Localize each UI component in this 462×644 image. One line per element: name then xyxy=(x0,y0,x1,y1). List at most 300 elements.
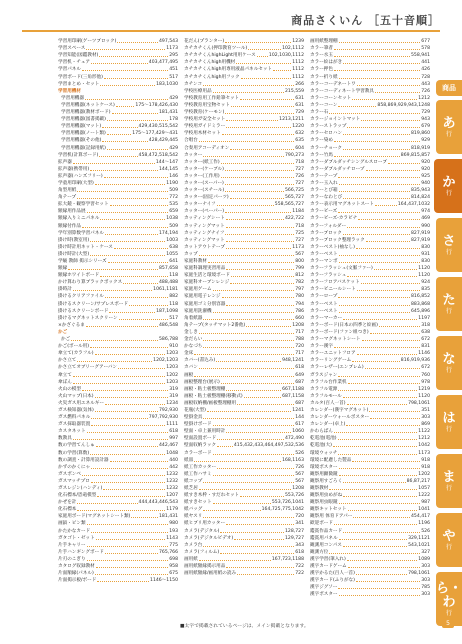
entry-pages: 1120 xyxy=(418,273,430,279)
leader-dots xyxy=(213,92,284,93)
kana-tab-char: ら・わ xyxy=(436,580,462,610)
leader-dots xyxy=(339,191,410,192)
index-entry xyxy=(58,102,178,109)
entry-name: 拡大鏡・観察学習セット xyxy=(58,202,109,208)
index-entry xyxy=(58,350,178,357)
leader-dots xyxy=(339,262,421,263)
entry-pages: 181,431 xyxy=(159,110,178,116)
index-entry xyxy=(58,116,178,123)
leader-dots xyxy=(226,248,291,249)
entry-pages: 819,860 xyxy=(411,131,430,137)
index-entry xyxy=(310,457,430,464)
leader-dots xyxy=(131,517,158,518)
entry-pages: 517 xyxy=(169,315,178,321)
index-entry xyxy=(58,371,178,378)
index-entry xyxy=(184,109,304,116)
entry-name: ガラスジャン xyxy=(310,372,338,378)
entry-pages: 1241 xyxy=(292,407,304,413)
leader-dots xyxy=(347,227,420,228)
index-entry xyxy=(310,180,430,187)
index-entry xyxy=(310,499,430,506)
entry-pages: 929 xyxy=(421,138,430,144)
entry-pages: 102,1112 xyxy=(282,46,304,52)
entry-pages: 168,1163 xyxy=(282,457,304,463)
leader-dots xyxy=(226,305,294,306)
index-entry xyxy=(310,364,430,371)
leader-dots xyxy=(91,468,168,469)
entry-pages: 318 xyxy=(421,322,430,328)
entry-name: カラーフラッシュ(文脈ファー) xyxy=(310,266,373,272)
leader-dots xyxy=(226,120,278,121)
entry-name: 乾電池(大) xyxy=(310,443,332,449)
leader-dots xyxy=(333,446,417,447)
entry-name: 画板収納棚/画板整理棚用 xyxy=(184,400,237,406)
entry-pages: 164,725,775,1042 xyxy=(261,507,304,513)
entry-name: カラーコーディネート学習教具 xyxy=(310,88,374,94)
entry-name: 掛時計 xyxy=(58,287,72,293)
entry-pages: 174,194 xyxy=(159,230,178,236)
entry-name: 紙ヤスリ xyxy=(184,514,203,520)
index-entry xyxy=(184,194,304,201)
leader-dots xyxy=(96,446,158,447)
leader-dots xyxy=(107,120,168,121)
entry-name: 片面額縁(パネル) xyxy=(58,571,94,577)
leader-dots xyxy=(339,312,410,313)
kana-tab-3[interactable] xyxy=(436,218,462,272)
index-entry xyxy=(310,45,430,52)
entry-name: 観察用顕微鏡 xyxy=(310,471,338,477)
entry-pages: 659 xyxy=(169,209,178,215)
leader-dots xyxy=(339,539,408,540)
entry-name: 学習用機器(記録用紙) xyxy=(61,145,106,151)
footer-note: ■太字で掲載されているページは、メイン掲載となります。 xyxy=(180,624,309,629)
entry-name: カバー(書込み) xyxy=(184,358,216,364)
entry-pages: 883,868 xyxy=(411,301,430,307)
kana-tab-gyou: 行 xyxy=(445,484,452,492)
index-entry xyxy=(58,414,178,421)
index-entry xyxy=(184,201,304,208)
entry-pages: 617 xyxy=(295,422,304,428)
entry-pages: 943 xyxy=(421,117,430,123)
entry-pages: 667,1188 xyxy=(282,386,304,392)
index-entry xyxy=(58,293,178,300)
leader-dots xyxy=(68,269,158,270)
entry-name: 学習用機器(ノート類) xyxy=(61,131,106,137)
entry-name: 家庭用ゴミ分別容器 xyxy=(184,301,226,307)
entry-pages: 1112 xyxy=(292,74,304,80)
entry-pages: 1089 xyxy=(418,556,430,562)
entry-name: 学校用ガ安全セット xyxy=(184,117,226,123)
entry-pages: 341 xyxy=(295,521,304,527)
entry-name: カチカチくんhigh用機材 xyxy=(184,60,236,66)
entry-pages: 987 xyxy=(421,500,430,506)
index-entry xyxy=(58,400,178,407)
entry-pages: 442,467 xyxy=(159,443,178,449)
entry-name: 掛け時(教室用) xyxy=(58,237,90,243)
entry-pages: 1220 xyxy=(292,124,304,130)
entry-pages: 882 xyxy=(169,294,178,300)
leader-dots xyxy=(352,99,417,100)
entry-pages: 1196 xyxy=(418,521,430,527)
leader-dots xyxy=(338,454,417,455)
index-entry xyxy=(184,159,304,166)
leader-dots xyxy=(199,333,294,334)
leader-dots xyxy=(217,446,233,447)
entry-name: 家庭科調理実習用品 xyxy=(184,266,226,272)
leader-dots xyxy=(240,99,294,100)
entry-pages: 698 xyxy=(169,556,178,562)
entry-pages: 687 xyxy=(295,379,304,385)
entry-name: 環境ポスター xyxy=(310,464,338,470)
leader-dots xyxy=(347,127,420,128)
entry-name: 傘立て(カラフル) xyxy=(58,351,94,357)
entry-pages: 472,490 xyxy=(285,436,304,442)
kana-tab-8[interactable] xyxy=(436,513,462,567)
entry-name: カメラ(デジタル) xyxy=(184,528,220,534)
entry-name: 学年別算数学習パネル xyxy=(58,230,104,236)
entry-pages: 812 xyxy=(295,273,304,279)
entry-pages: 415,432,433,464,497,532,536 xyxy=(233,443,304,449)
entry-name: 金だらい xyxy=(184,337,203,343)
entry-name: カラーベスト xyxy=(310,308,338,314)
index-entry xyxy=(184,393,304,400)
entry-name: カラーセロハン xyxy=(310,131,343,137)
entry-pages: 1122 xyxy=(418,429,430,435)
index-entry xyxy=(58,513,178,520)
entry-name: 鑑賞用パネル xyxy=(310,535,338,541)
entry-pages: 869 xyxy=(421,422,430,428)
kana-tab-char: さ xyxy=(442,233,456,249)
entry-name: 学校医療用品 xyxy=(184,88,212,94)
entry-name: 花だん(プランター) xyxy=(184,39,225,45)
leader-dots xyxy=(90,454,165,455)
leader-dots xyxy=(221,163,295,164)
entry-pages: 175〜178,426,430 xyxy=(135,102,178,108)
index-column-1 xyxy=(58,38,178,618)
entry-pages: 442 xyxy=(169,464,178,470)
leader-dots xyxy=(334,432,417,433)
entry-pages: 1222 xyxy=(418,493,430,499)
entry-name: 数の学習てんしゅ xyxy=(58,443,95,449)
entry-pages: 924 xyxy=(421,280,430,286)
entry-pages: 800 xyxy=(295,259,304,264)
leader-dots xyxy=(217,439,284,440)
leader-dots xyxy=(194,376,294,377)
leader-dots xyxy=(329,553,420,554)
entry-name: 数の調査・計算用設計器 xyxy=(58,457,109,463)
leader-dots xyxy=(343,546,407,547)
leader-dots xyxy=(329,113,420,114)
entry-name: カッター(スチール) xyxy=(184,188,225,194)
kana-tab-char: た xyxy=(442,292,456,308)
title-bracket-open: ［ xyxy=(368,14,380,27)
index-entry xyxy=(58,52,178,59)
entry-name: カラーコーデネートワ xyxy=(310,81,356,87)
entry-pages: 118 xyxy=(169,273,178,279)
index-entry xyxy=(184,152,304,159)
leader-dots xyxy=(96,567,168,568)
entry-pages: 565,727 xyxy=(285,195,304,201)
leader-dots xyxy=(82,227,168,228)
index-entry xyxy=(310,428,430,435)
entry-name: カメラ(デジタルビデオ) xyxy=(184,535,234,541)
entry-name: 掛けるマグネットスクリーン xyxy=(58,315,118,321)
entry-pages: 1173 xyxy=(292,244,304,250)
kana-tab-char: な xyxy=(442,351,456,367)
leader-dots xyxy=(213,425,295,426)
index-entry xyxy=(310,435,430,442)
index-entry xyxy=(58,208,178,215)
index-entry xyxy=(310,109,430,116)
entry-pages: 792,930 xyxy=(159,407,178,413)
index-entry xyxy=(184,116,304,123)
entry-pages: 1003 xyxy=(166,237,178,243)
entry-name: 紙皿 xyxy=(184,457,194,463)
leader-dots xyxy=(334,524,417,525)
entry-pages: 567 xyxy=(295,478,304,484)
kana-tab-gyou: 行 xyxy=(445,543,452,551)
entry-name: 学習用機器(ネットケース) xyxy=(61,102,115,108)
index-entry xyxy=(184,230,304,237)
leader-dots xyxy=(90,170,158,171)
entry-name: 片刃のこぎり xyxy=(58,556,86,562)
entry-name: カスタネット xyxy=(58,429,86,435)
entry-name: かたかなカード xyxy=(58,528,91,534)
leader-dots xyxy=(213,475,295,476)
entry-name: 漢字かるた(百人一首) xyxy=(310,571,355,577)
entry-name: カットアウトテープ xyxy=(184,244,225,250)
entry-name: 角型用紙 xyxy=(58,188,77,194)
index-entry xyxy=(58,109,178,116)
leader-dots xyxy=(194,354,294,355)
entry-name: 家庭用ゲーム xyxy=(184,287,212,293)
leader-dots xyxy=(348,383,421,384)
entry-pages: 727 xyxy=(295,237,304,243)
entry-pages: 788 xyxy=(295,337,304,343)
entry-name: カラーベスト xyxy=(310,251,338,257)
leader-dots xyxy=(347,560,418,561)
index-entry xyxy=(184,428,304,435)
leader-dots xyxy=(358,219,420,220)
leader-dots xyxy=(118,368,165,369)
entry-pages: 303 xyxy=(421,578,430,584)
entry-pages: 816,852 xyxy=(411,294,430,300)
index-entry xyxy=(184,364,304,371)
index-entry xyxy=(184,81,304,88)
entry-name: 掛け時計用ネット・ケース xyxy=(58,244,113,250)
leader-dots xyxy=(375,205,397,206)
leader-dots xyxy=(73,439,168,440)
entry-name: 学習用機器(その他) xyxy=(61,138,102,144)
leader-dots xyxy=(91,425,165,426)
entry-name: カラーロープ xyxy=(310,294,338,300)
index-entry xyxy=(184,449,304,456)
index-entry xyxy=(310,308,430,315)
entry-pages: 178 xyxy=(169,117,178,123)
entry-pages: 799 xyxy=(295,266,304,272)
leader-dots xyxy=(97,581,149,582)
leader-dots xyxy=(199,368,294,369)
entry-pages: 535 xyxy=(169,202,178,208)
index-entry xyxy=(310,449,430,456)
leader-dots xyxy=(105,553,158,554)
entry-pages: 1179 xyxy=(166,507,178,513)
leader-dots xyxy=(90,347,168,348)
entry-pages: 1057 xyxy=(418,486,430,491)
index-entry xyxy=(184,38,304,45)
leader-dots xyxy=(329,489,417,490)
entry-name: カラーマグネットシート xyxy=(310,337,361,343)
entry-pages: 1042 xyxy=(418,443,430,449)
index-entry xyxy=(58,449,178,456)
index-entry xyxy=(184,407,304,414)
leader-dots xyxy=(207,411,291,412)
leader-dots xyxy=(110,461,169,462)
kana-tab-gyou: 行 xyxy=(445,307,452,315)
entry-name: カラービニールシート xyxy=(310,287,356,293)
index-entry xyxy=(184,88,304,95)
entry-pages: 931 xyxy=(421,251,430,257)
entry-name: 片手ハンギングボード xyxy=(58,549,104,555)
entry-name: カラーボード xyxy=(184,450,212,456)
leader-dots xyxy=(334,49,420,50)
leader-dots xyxy=(199,489,292,490)
entry-pages: 329,1121 xyxy=(408,535,430,541)
leader-dots xyxy=(86,49,165,50)
kana-tab-gyou: 行 xyxy=(445,609,452,617)
leader-dots xyxy=(343,149,410,150)
kana-tab-gyou: 行 xyxy=(445,248,452,256)
entry-pages: 980 xyxy=(169,521,178,527)
entry-name: カラーとび箱 xyxy=(310,188,338,194)
index-entry xyxy=(310,208,430,215)
entry-pages: 319 xyxy=(169,393,178,399)
leader-dots xyxy=(199,141,294,142)
index-entry xyxy=(184,513,304,520)
entry-name: 片手キャリー xyxy=(58,542,86,548)
entry-name: かさ立てオブリーグアーバン xyxy=(58,365,118,371)
entry-pages: 920 xyxy=(421,166,430,172)
index-entry xyxy=(184,336,304,343)
entry-name: 画板・粘土板整理棚 xyxy=(184,386,226,392)
index-entry xyxy=(58,563,178,570)
kana-tab-9[interactable] xyxy=(436,572,462,626)
entry-name: カラー押色 xyxy=(310,67,333,73)
entry-pages: 660 xyxy=(295,315,304,321)
kana-tab-6[interactable] xyxy=(436,395,462,449)
index-entry xyxy=(184,144,304,151)
leader-dots xyxy=(225,184,294,185)
entry-name: カラーボード(日本の四季と絵画) xyxy=(310,322,378,328)
entry-pages: 785 xyxy=(421,585,430,591)
entry-pages: 266 xyxy=(295,81,304,87)
title-bracket-close: ］ xyxy=(428,14,440,27)
index-entry xyxy=(58,194,178,201)
leader-dots xyxy=(339,305,410,306)
entry-pages: 717 xyxy=(295,351,304,357)
kana-tab-4[interactable] xyxy=(436,277,462,331)
kana-tab-1[interactable] xyxy=(436,100,462,154)
entry-pages: 144 xyxy=(295,415,304,421)
entry-name: カチカチくんhigh用フック xyxy=(184,74,240,80)
index-entry xyxy=(310,407,430,414)
index-entry xyxy=(184,435,304,442)
leader-dots xyxy=(343,134,410,135)
leader-dots xyxy=(213,503,271,504)
leader-dots xyxy=(221,383,294,384)
index-entry xyxy=(58,173,178,180)
entry-name: 画板 xyxy=(184,372,194,378)
leader-dots xyxy=(357,290,420,291)
leader-dots xyxy=(77,503,137,504)
entry-name: 学校用ガイドミラー xyxy=(184,124,226,130)
entry-name: 拡声器(ハンズフリー) xyxy=(58,173,103,179)
index-entry xyxy=(310,272,430,279)
index-entry xyxy=(184,535,304,542)
entry-pages: 974 xyxy=(421,209,430,215)
entry-name: 合唱台 xyxy=(184,138,198,144)
leader-dots xyxy=(230,149,294,150)
leader-dots xyxy=(217,468,294,469)
entry-pages: 677 xyxy=(421,39,430,45)
kana-tab-2[interactable] xyxy=(434,159,462,213)
index-entry xyxy=(58,499,178,506)
leader-dots xyxy=(95,184,166,185)
entry-name: 観察用虫めがね xyxy=(310,493,343,499)
index-entry xyxy=(58,144,178,151)
index-entry xyxy=(310,130,430,137)
entry-pages: 728 xyxy=(421,74,430,80)
entry-pages: 618 xyxy=(295,549,304,555)
leader-dots xyxy=(388,163,420,164)
entry-pages: 786 xyxy=(295,308,304,314)
entry-pages: 429 xyxy=(169,145,178,151)
leader-dots xyxy=(370,333,421,334)
leader-dots xyxy=(116,106,135,107)
entry-pages: 1232 xyxy=(166,486,178,491)
entry-pages: 146 xyxy=(169,173,178,179)
index-entry xyxy=(58,258,178,265)
index-entry xyxy=(310,194,430,201)
leader-dots xyxy=(379,326,420,327)
entry-name: カラー絵はがき xyxy=(310,60,343,66)
index-entry xyxy=(310,591,430,598)
entry-name: 観察教材 xyxy=(310,486,329,491)
entry-pages: 641 xyxy=(169,259,178,264)
entry-name: 画用紙額縁/画用紙の読み xyxy=(184,571,237,577)
index-entry xyxy=(58,379,178,386)
index-entry xyxy=(58,81,178,88)
entry-name: カバン xyxy=(184,365,198,371)
leader-dots xyxy=(343,496,417,497)
entry-name: カラフル電源 xyxy=(310,386,338,392)
index-entry xyxy=(184,187,304,194)
entry-name: カルタ(百人一首) xyxy=(310,400,346,406)
entry-name: カラー玉入れ xyxy=(310,180,338,186)
index-entry xyxy=(184,485,304,492)
entry-name: 学習用機器(教材ボード) xyxy=(61,110,111,116)
index-entry xyxy=(310,471,430,478)
kana-tab-5[interactable] xyxy=(436,336,462,390)
leader-dots xyxy=(348,510,418,511)
entry-name: 紙すきセット xyxy=(184,500,212,506)
title-text: 商品さくいん xyxy=(291,14,364,27)
entry-name: カラー筆者 xyxy=(310,46,333,52)
kana-tab-7[interactable] xyxy=(436,454,462,508)
leader-dots xyxy=(102,141,147,142)
sidebar-label: 商品 xyxy=(436,80,462,96)
index-entry xyxy=(58,215,178,222)
